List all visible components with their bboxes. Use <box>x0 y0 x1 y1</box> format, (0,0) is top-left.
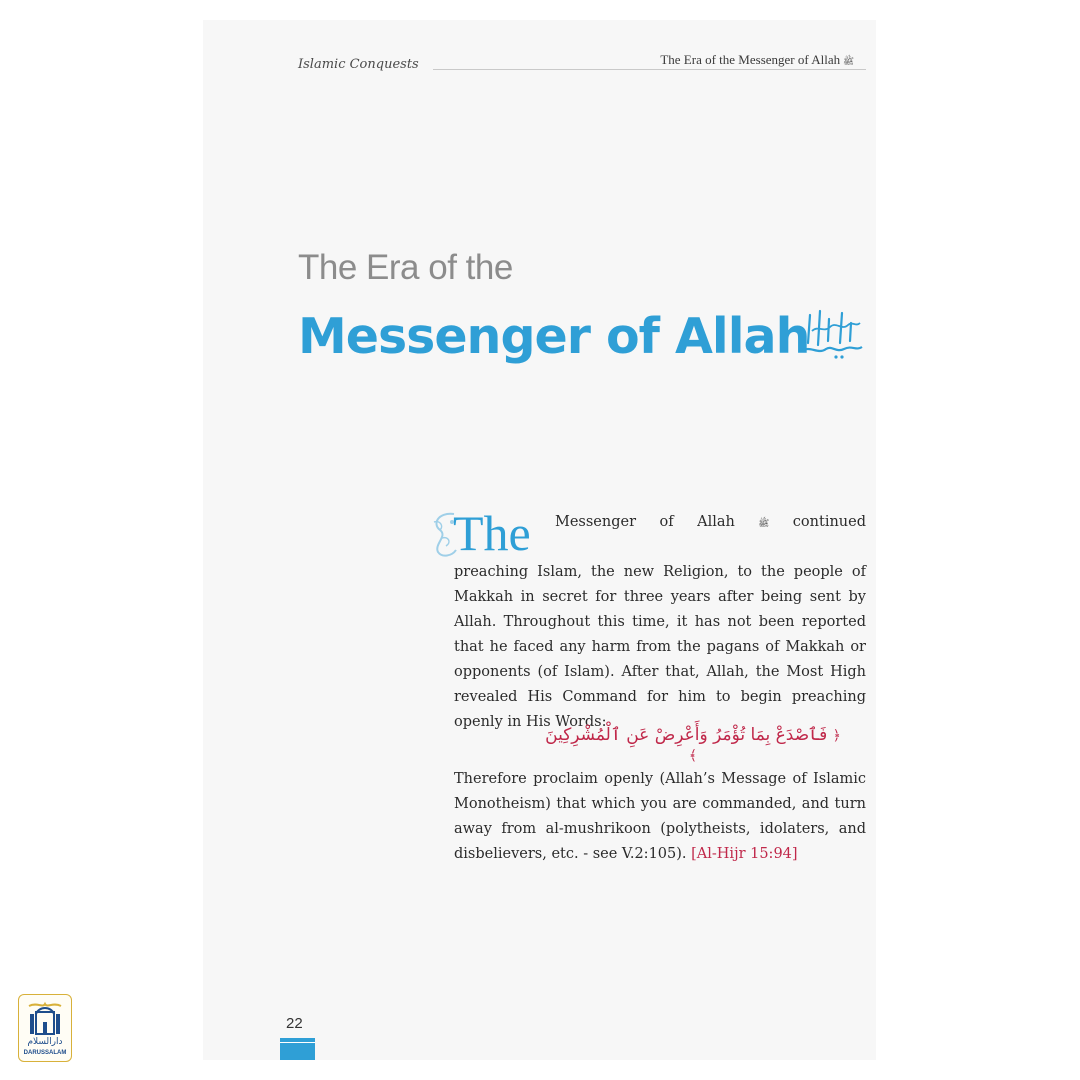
first-line-text: Messenger of Allah <box>555 514 735 530</box>
chapter-title-line1: The Era of the <box>298 248 513 287</box>
header-rule <box>433 69 866 70</box>
running-header-chapter-text: The Era of the Messenger of Allah <box>660 52 841 67</box>
logo-english-text: DARUSSALAM <box>23 1050 67 1056</box>
body-paragraph: preaching Islam, the new Religion, to the people of Makkah in secret for three years after being sent by Allah. Throughout this time, it has not been reported that he faced any harm from the pagans of Makkah or opponents (of Islam). After that, Allah, the Most High revealed His Command for him to begin preaching openly in His Words: <box>454 564 866 730</box>
chapter-title-line2: Messenger of Allah <box>298 308 810 365</box>
page-number-bar <box>280 1038 315 1060</box>
salawat-calligraphy-icon <box>796 305 866 361</box>
mosque-logo-icon <box>25 1000 65 1036</box>
running-header-chapter <box>660 52 854 69</box>
dropcap: The <box>453 505 531 561</box>
verse-translation <box>454 767 866 867</box>
verse-bracket-left: ﴾ <box>688 748 698 764</box>
first-line <box>555 510 866 537</box>
first-line-text-end: continued <box>792 514 866 530</box>
honorific-inline: ﷺ <box>758 519 770 529</box>
honorific-symbol: ﷺ <box>843 56 854 66</box>
quran-verse-text: فَٱصْدَعْ بِمَا تُؤْمَرُ وَأَعْرِضْ عَنِ ٱلْمُشْرِكِينَ <box>545 725 828 745</box>
logo-arabic-text: دارالسلام <box>27 1037 63 1047</box>
quran-verse <box>543 724 843 765</box>
page-number: 22 <box>286 1015 303 1032</box>
verse-reference: [Al-Hijr 15:94] <box>691 846 798 862</box>
book-page <box>203 20 876 1060</box>
translation-text: Therefore proclaim openly (Allah’s Message of Islamic Monotheism) that which you are commanded, and turn away from al-mushrikoon (polytheists, idolaters, and disbelievers, etc. - see V.2:105). <box>454 771 866 862</box>
running-header-book-title: Islamic Conquests <box>298 57 419 72</box>
darussalam-logo <box>18 994 72 1062</box>
verse-bracket-right: ﴿ <box>832 728 841 744</box>
